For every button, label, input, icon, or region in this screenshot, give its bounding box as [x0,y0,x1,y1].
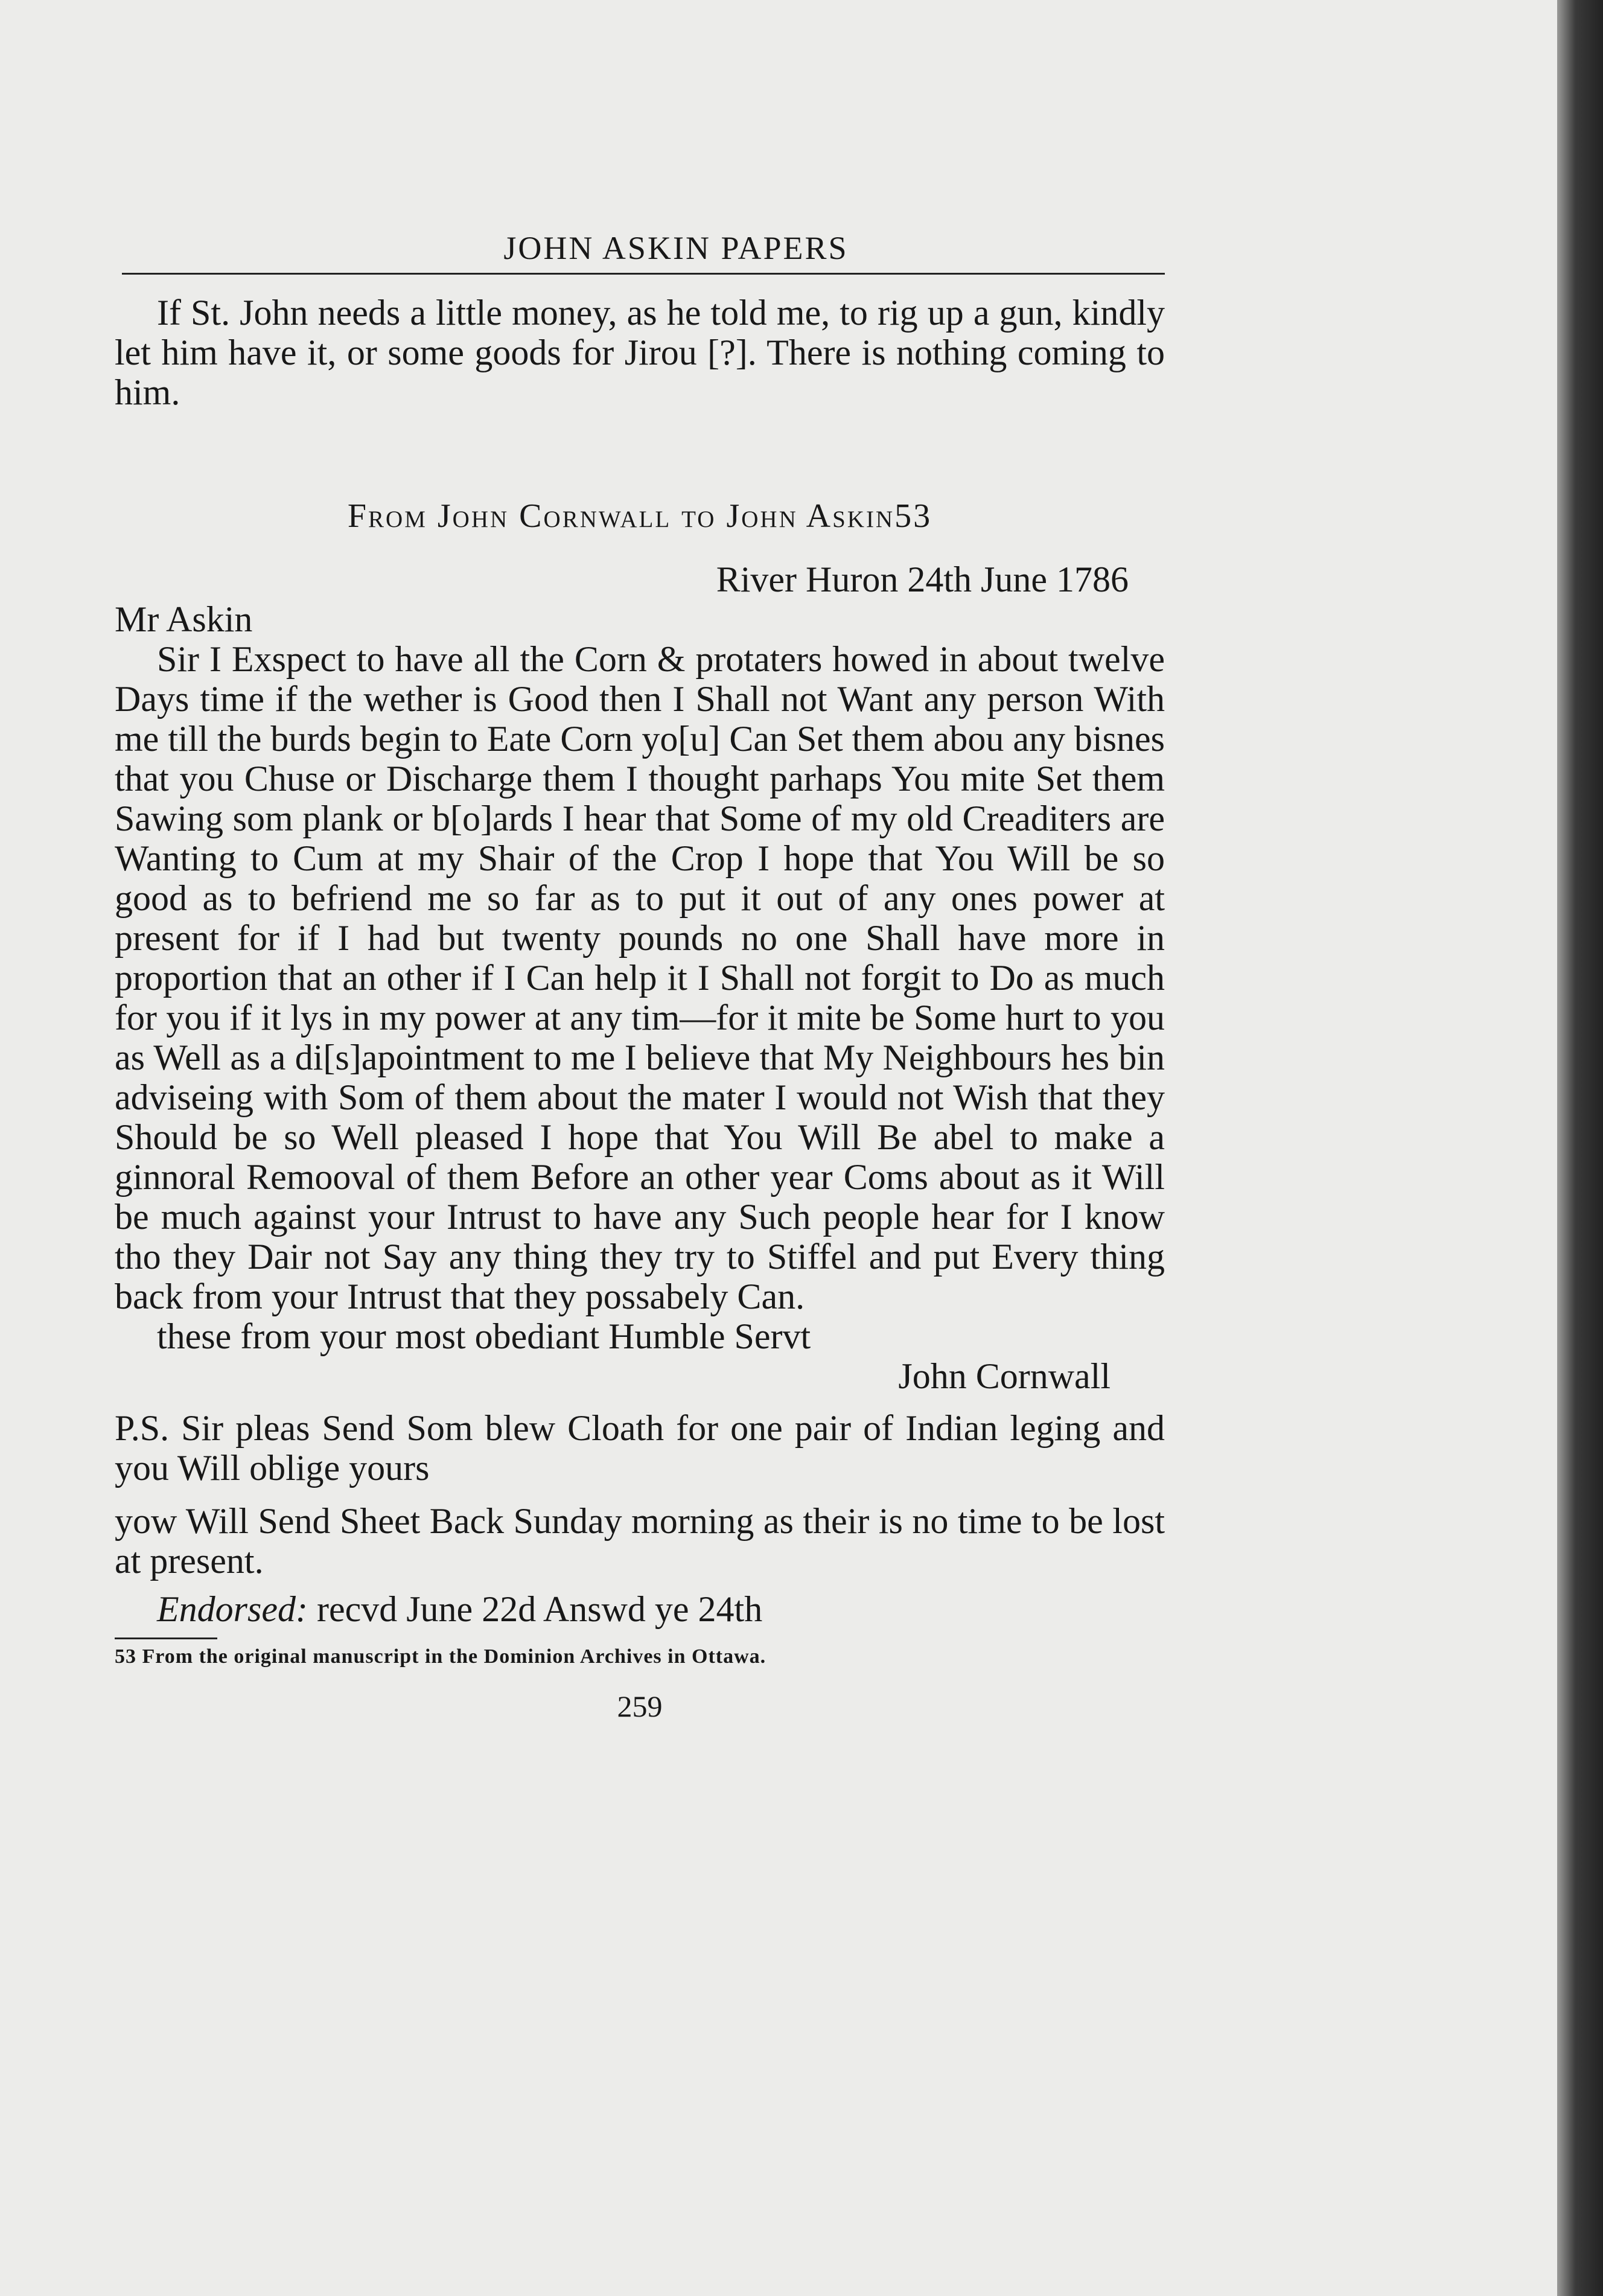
letter-body: Sir I Exspect to have all the Corn & protaters howed in about twelve Days time if the wether is Good then I Shall not Want any person With me till the burds begin to Eate Corn yo[u] Can Set them abou any bisnes that you Chuse or Discharge them I thought parhaps You mite Set them Sawing som plank or b[o]ards I hear that Some of my old Creaditers are Wanting to Cum at my Shair of the Crop I hope that You Will be so good as to befriend me so far as to put it out of any ones power at present for if I had but twenty pounds no one Shall have more in proportion that an other if I Can help it I Shall not forgit to Do as much for you if it lys in my power at any tim—for it mite be Some hurt to you as Well as a di[s]apointment to me I believe that My Neighbours hes bin adviseing with Som of them about the mater I would not Wish that they Should be so Well pleased I hope that You Will Be abel to make a ginnoral Remooval of them Before an other year Coms about as it Will be much against your Intrust to have any Such people hear for I know tho they Dair not Say any thing they try to Stiffel and put Every thing back from your Intrust that they possabely Can. [115,639,1165,1316]
letter-title: From John Cornwall to John Askin53 [347,497,932,535]
page-content [115,229,1165,1724]
endorsement [115,1589,1165,1629]
opening-paragraph: If St. John needs a little money, as he told me, to rig up a gun, kindly let him have it, or some goods for Jirou [?]. There is nothing coming to him. [115,293,1165,412]
page-edge-shadow [1557,0,1603,2296]
endorsement-text: recvd June 22d Answd ye 24th [316,1589,763,1629]
postscript-second: yow Will Send Sheet Back Sunday morning as their is no time to be lost at present. [115,1501,1165,1581]
endorsement-label: Endorsed: [157,1589,308,1629]
running-head: JOHN ASKIN PAPERS [503,230,849,266]
letter-salutation: Mr Askin [115,599,253,639]
letter-signature: John Cornwall [898,1356,1111,1396]
letter-dateline: River Huron 24th June 1786 [716,560,1129,599]
postscript: P.S. Sir pleas Send Som blew Cloath for one pair of Indian leging and you Will oblige yours [115,1408,1165,1488]
header-rule [122,273,1165,275]
footnote: 53 From the original manuscript in the Dominion Archives in Ottawa. [115,1645,766,1668]
page-number: 259 [617,1689,663,1723]
letter-closing: these from your most obediant Humble Servt [157,1316,811,1356]
footnote-rule [115,1637,217,1639]
